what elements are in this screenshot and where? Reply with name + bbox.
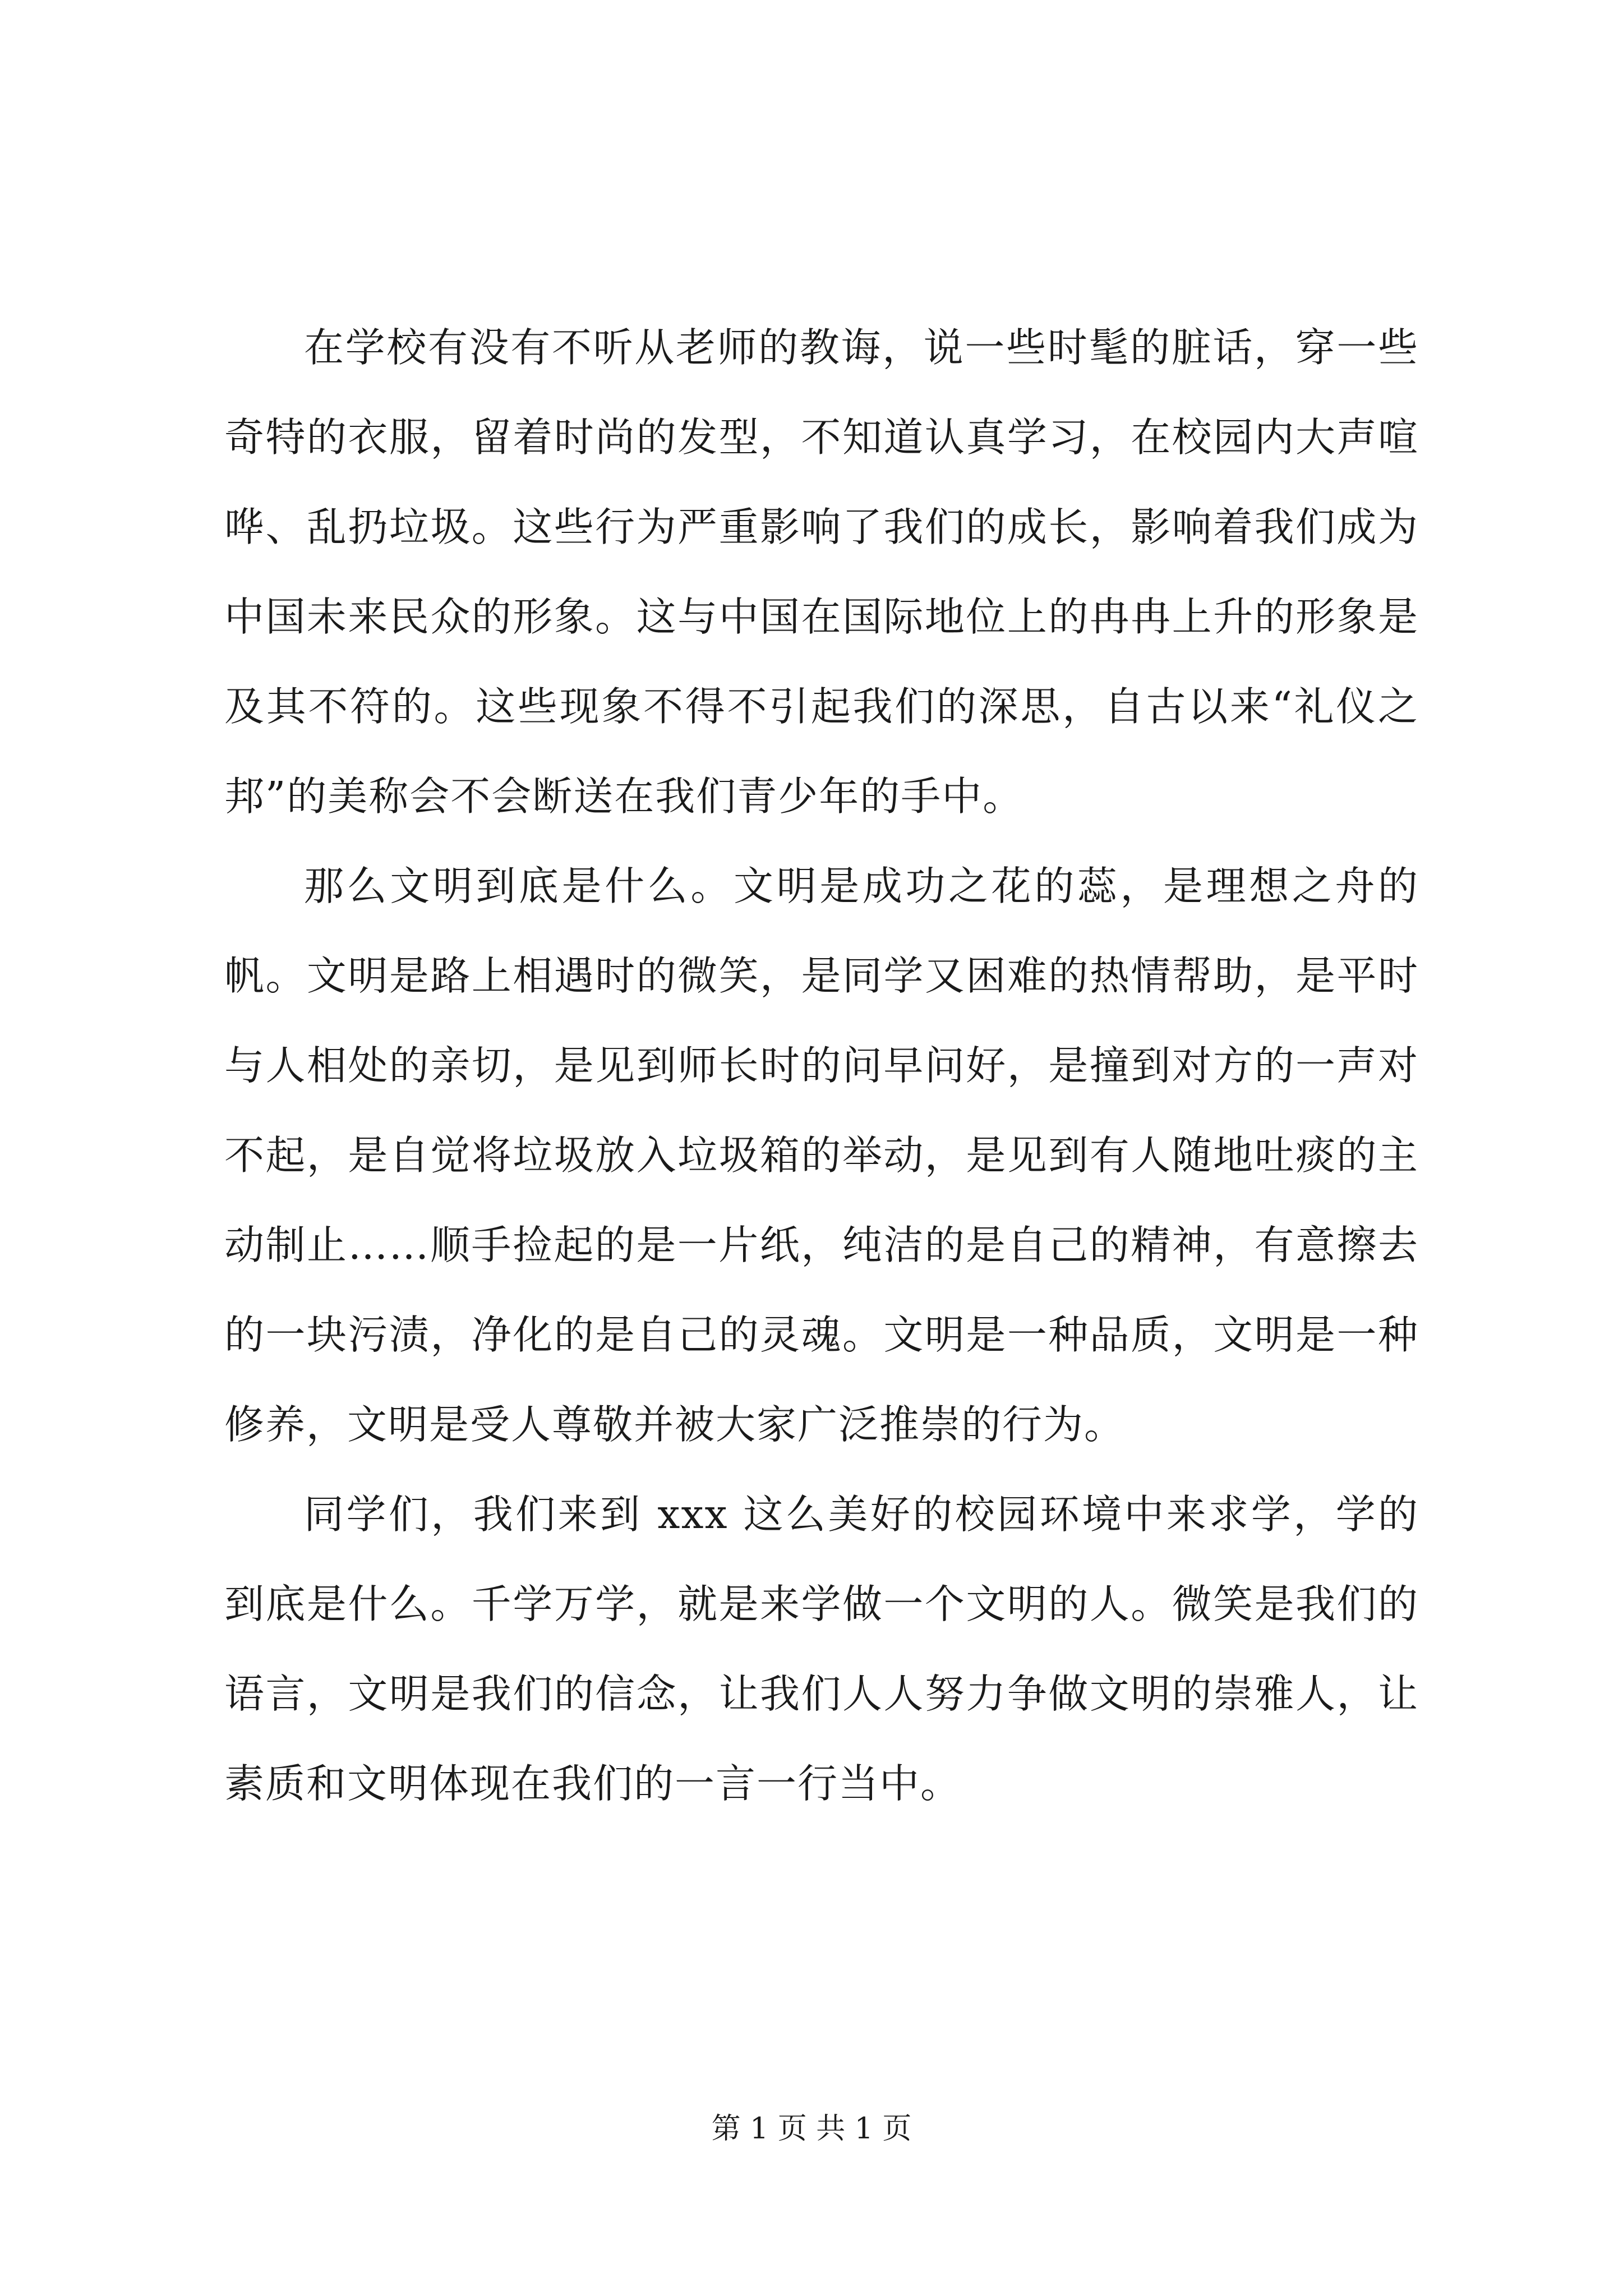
page-footer: 第 1 页 共 1 页 [711,2112,912,2146]
paragraph-1: 在学校有没有不听从老师的教诲，说一些时髦的脏话，穿一些奇特的衣服，留着时尚的发型，不知道认真学习，在校园内大声喧哗、乱扔垃圾。这些行为严重影响了我们的成长，影响着我们成为中国未来民众的形象。这与中国在国际地位上的冉冉上升的形象是及其不符的。这些现象不得不引起我们的深思，自古以来“礼仪之邦”的美称会不会断送在我们青少年的手中。 [224,324,1419,820]
paragraph-2: 那么文明到底是什么。文明是成功之花的蕊，是理想之舟的帆。文明是路上相遇时的微笑，是同学又困难的热情帮助，是平时与人相处的亲切，是见到师长时的问早问好，是撞到对方的一声对不起，是自觉将垃圾放入垃圾箱的举动，是见到有人随地吐痰的主动制止……顺手捡起的是一片纸，纯洁的是自己的精神，有意擦去的一块污渍，净化的是自己的灵魂。文明是一种品质，文明是一种修养，文明是受人尊敬并被大家广泛推崇的行为。 [224,863,1419,1448]
paragraph-3: 同学们，我们来到 xxx 这么美好的校园环境中来求学，学的到底是什么。千学万学，就是来学做一个文明的人。微笑是我们的语言，文明是我们的信念，让我们人人努力争做文明的崇雅人，让素质和文明体现在我们的一言一行当中。 [224,1491,1419,1807]
document-body [224,303,1419,1829]
